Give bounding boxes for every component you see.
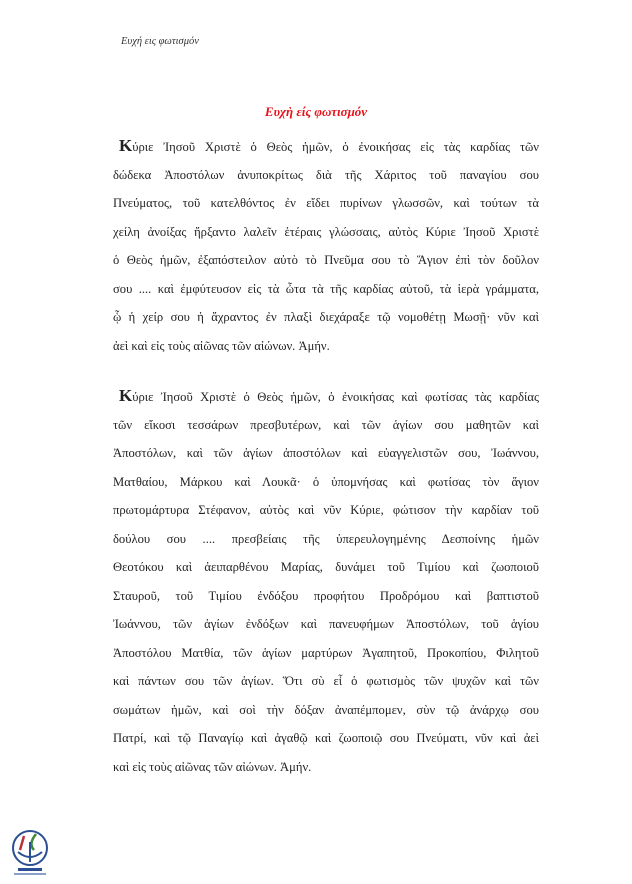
text-line: καὶ πάντων σου τῶν ἁγίων. Ὅτι σὺ εἶ ὁ φωτισμὸς τῶν ψυχῶν καὶ τῶν <box>113 674 539 688</box>
text-line <box>113 382 539 411</box>
text-line: καὶ εἰς τοὺς αἰῶνας τῶν αἰώνων. Ἀμήν. <box>113 759 312 774</box>
text-line: ᾧ ἡ χείρ σου ἡ ἄχραντος ἐν πλαξὶ διεχάραξε τῷ νομοθέτῃ Μωσῇ· νῦν καὶ <box>113 310 539 324</box>
text-line: ἀεὶ καὶ εἰς τοὺς αἰῶνας τῶν αἰώνων. Ἀμήν. <box>113 338 330 353</box>
text-line: ὁ Θεὸς ἡμῶν, ἐξαπόστειλον αὐτὸ τὸ Πνεῦμα σου τὸ Ἅγιον ἐπὶ τὸν δοῦλον <box>113 253 539 267</box>
line-text: ύριε Ἰησοῦ Χριστὲ ὁ Θεὸς ἡμῶν, ὁ ἐνοικήσας καὶ φωτίσας τὰς καρδίας <box>132 390 539 404</box>
text-line: σωμάτων ἡμῶν, καὶ σοὶ τὴν δόξαν ἀναπέμπομεν, σὺν τῷ ἀνάρχῳ σου <box>113 702 539 717</box>
ministry-logo-icon <box>4 828 60 880</box>
prayer-paragraph-2 <box>113 382 539 781</box>
text-line: Πνεύματος, τοῦ κατελθόντος ἐν εἴδει πυρίνων γλωσσῶν, καὶ τούτων τὰ <box>113 196 539 210</box>
text-line: Πατρί, καὶ τῷ Παναγίῳ καὶ ἀγαθῷ καὶ ζωοποιῷ σου Πνεύματι, νῦν καὶ ἀεὶ <box>113 731 539 745</box>
text-line: Ματθαίου, Μάρκου καὶ Λουκᾶ· ὁ ὑπομνήσας καὶ φωτίσας τὸν ἅγιον <box>113 474 539 489</box>
text-line: Ἀποστόλων, καὶ τῶν ἁγίων ἀποστόλων καὶ εὐαγγελιστῶν σου, Ἰωάννου, <box>113 446 539 460</box>
text-line <box>113 132 539 161</box>
text-line: δούλου σου .... πρεσβείαις τῆς ὑπερευλογημένης Δεσποίνης ἡμῶν <box>113 531 539 546</box>
running-header: Ευχή εις φωτισμόν <box>121 36 199 47</box>
text-line: Θεοτόκου καὶ ἀειπαρθένου Μαρίας, δυνάμει τοῦ Τιμίου καὶ ζωοποιοῦ <box>113 560 539 574</box>
text-line: τῶν εἴκοσι τεσσάρων πρεσβυτέρων, καὶ τῶν ἁγίων σου μαθητῶν καὶ <box>113 417 539 432</box>
prayer-title: Ευχὴ είς φωτισμόν <box>264 104 368 119</box>
text-line: χείλη ἀνοίξας ἤρξαντο λαλεῖν ἑτέραις γλώσσαις, αὐτὸς Κύριε Ἰησοῦ Χριστὲ <box>113 224 539 239</box>
drop-cap: K <box>119 136 133 155</box>
text-line: πρωτομάρτυρα Στέφανον, αὐτὸς καὶ νῦν Κύριε, φώτισον τὴν καρδίαν τοῦ <box>113 503 539 517</box>
drop-cap: K <box>119 386 133 405</box>
text-line: σου .... καὶ ἐμφύτευσον εἰς τὰ ὦτα τὰ τῆς καρδίας αὐτοῦ, τὰ ἱερὰ γράμματα, <box>113 281 539 296</box>
text-line: Ἰωάννου, τῶν ἁγίων ἐνδόξων καὶ πανευφήμων Ἀποστόλων, τοῦ ἁγίου <box>113 617 539 631</box>
text-line: Ἀποστόλου Ματθία, τῶν ἁγίων μαρτύρων Ἀγαπητοῦ, Προκοπίου, Φιλητοῦ <box>113 645 539 660</box>
text-line: δώδεκα Ἀποστόλων ἀνυποκρίτως διὰ τῆς Χάριτος τοῦ παναγίου σου <box>113 167 539 182</box>
line-text: ύριε Ἰησοῦ Χριστὲ ὁ Θεὸς ἡμῶν, ὁ ἐνοικήσας εἰς τὰς καρδίας τῶν <box>132 140 539 154</box>
text-line: Σταυροῦ, τοῦ Τιμίου ἐνδόξου προφήτου Προδρόμου καὶ βαπτιστοῦ <box>113 588 539 603</box>
prayer-paragraph-1 <box>113 132 539 360</box>
